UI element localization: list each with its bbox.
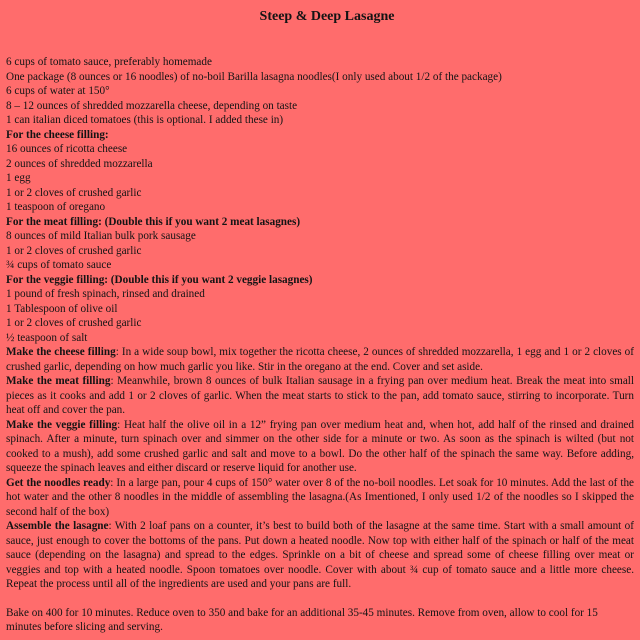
- ingredient-line: 16 ounces of ricotta cheese: [6, 143, 128, 155]
- spacer: [6, 592, 634, 606]
- section-heading: For the veggie filling: (Double this if you want 2 veggie lasagnes): [6, 273, 313, 286]
- instruction-step: [6, 476, 634, 520]
- baking-instructions: Bake on 400 for 10 minutes. Reduce oven to 350 and bake for an additional 35-45 minutes. Remove from oven, allow to cool for 15 minutes before slicing and serving.: [6, 606, 598, 633]
- ingredient-line: 1 or 2 cloves of crushed garlic: [6, 186, 142, 199]
- ingredient-line: 6 cups of water at 150°: [6, 85, 110, 97]
- step-text: : Heat half the olive oil in a 12” frying pan over medium heat and, when hot, add half of the rinsed and drained spinach. After a minute, turn spinach over and simmer on the other side for a minute or two. As soon as the spinach is wilted (but not cooked to a mush), add some crushed garlic and salt and move to a bowl. Do the other half of the spinach the same way. Before adding, squeeze the spinach leaves and either discard or reserve liquid for another use.: [6, 418, 634, 474]
- instructions-list: [6, 345, 634, 592]
- section-heading: For the meat filling: (Double this if you want 2 meat lasagnes): [6, 215, 301, 228]
- step-text: : In a wide soup bowl, mix together the ricotta cheese, 2 ounces of shredded mozzarella, 1 egg and 1 or 2 cloves of crushed garlic, depending on how much garlic you like. Stir in the oregano at the end. Cover and set aside.: [6, 346, 634, 373]
- step-label: Assemble the lasagne: [6, 520, 109, 532]
- ingredient-line: 1 or 2 cloves of crushed garlic: [6, 244, 142, 257]
- recipe-title: Steep & Deep Lasagne: [259, 9, 395, 24]
- instruction-step: [6, 374, 634, 418]
- section-heading: For the cheese filling:: [6, 128, 109, 141]
- ingredients-list: [6, 55, 634, 345]
- ingredient-line: One package (8 ounces or 16 noodles) of no-boil Barilla lasagna noodles(I only used about 1/2 of the package): [6, 70, 502, 83]
- instruction-step: [6, 519, 634, 592]
- instruction-step: [6, 345, 634, 374]
- ingredient-line: 1 pound of fresh spinach, rinsed and drained: [6, 288, 205, 300]
- step-label: Make the veggie filling: [6, 418, 118, 431]
- step-label: Get the noodles ready: [6, 476, 111, 489]
- ingredient-line: 8 ounces of mild Italian bulk pork sausage: [6, 230, 196, 242]
- ingredient-line: 1 egg: [6, 172, 31, 184]
- ingredient-line: 1 can italian diced tomatoes (this is optional. I added these in): [6, 114, 284, 126]
- step-text: : With 2 loaf pans on a counter, it’s best to build both of the lasagne at the same time. Start with a small amount of sauce, just enough to cover the bottoms of the pans. Put down a heated noodle. Now top with either half of the spinach or half of the meat sauce (depending on the lasagna) and spread to the edges. Sprinkle on a bit of cheese and spread some of cheese filling over meat or veggies and top with a heated noodle. Spoon tomatoes over noodle. Cover with about ¾ cup of tomato sauce and a little more cheese. Repeat the process until all of the ingredients are used and your pans are full.: [6, 520, 634, 590]
- recipe-content: [6, 55, 634, 635]
- ingredient-line: 6 cups of tomato sauce, preferably homemade: [6, 56, 212, 68]
- ingredient-line: ¾ cups of tomato sauce: [6, 259, 112, 271]
- instruction-step: [6, 418, 634, 476]
- ingredient-line: 1 teaspoon of oregano: [6, 201, 106, 213]
- step-label: Make the meat filling: [6, 375, 111, 387]
- ingredient-line: 8 – 12 ounces of shredded mozzarella cheese, depending on taste: [6, 99, 298, 112]
- step-label: Make the cheese filling: [6, 346, 116, 358]
- ingredient-line: 1 or 2 cloves of crushed garlic: [6, 317, 142, 329]
- step-text: : Meanwhile, brown 8 ounces of bulk Italian sausage in a frying pan over medium heat. Break the meat into small pieces as it cooks and add 1 or 2 cloves of garlic. When the meat starts to stick to the pan, add tomato sauce, stirring to incorporate. Turn heat off and cover the pan.: [6, 375, 635, 416]
- step-text: : In a large pan, pour 4 cups of 150° water over 8 of the no-boil noodles. Let soak for 10 minutes. Add the last of the hot water and the other 8 noodles in the middle of assembling the lasagna.(As Imentioned, I only used 1/2 of the noodles so I skipped the second half of the box): [6, 476, 635, 518]
- ingredient-line: 2 ounces of shredded mozzarella: [6, 157, 153, 170]
- ingredient-line: 1 Tablespoon of olive oil: [6, 302, 118, 315]
- ingredient-line: ½ teaspoon of salt: [6, 331, 88, 344]
